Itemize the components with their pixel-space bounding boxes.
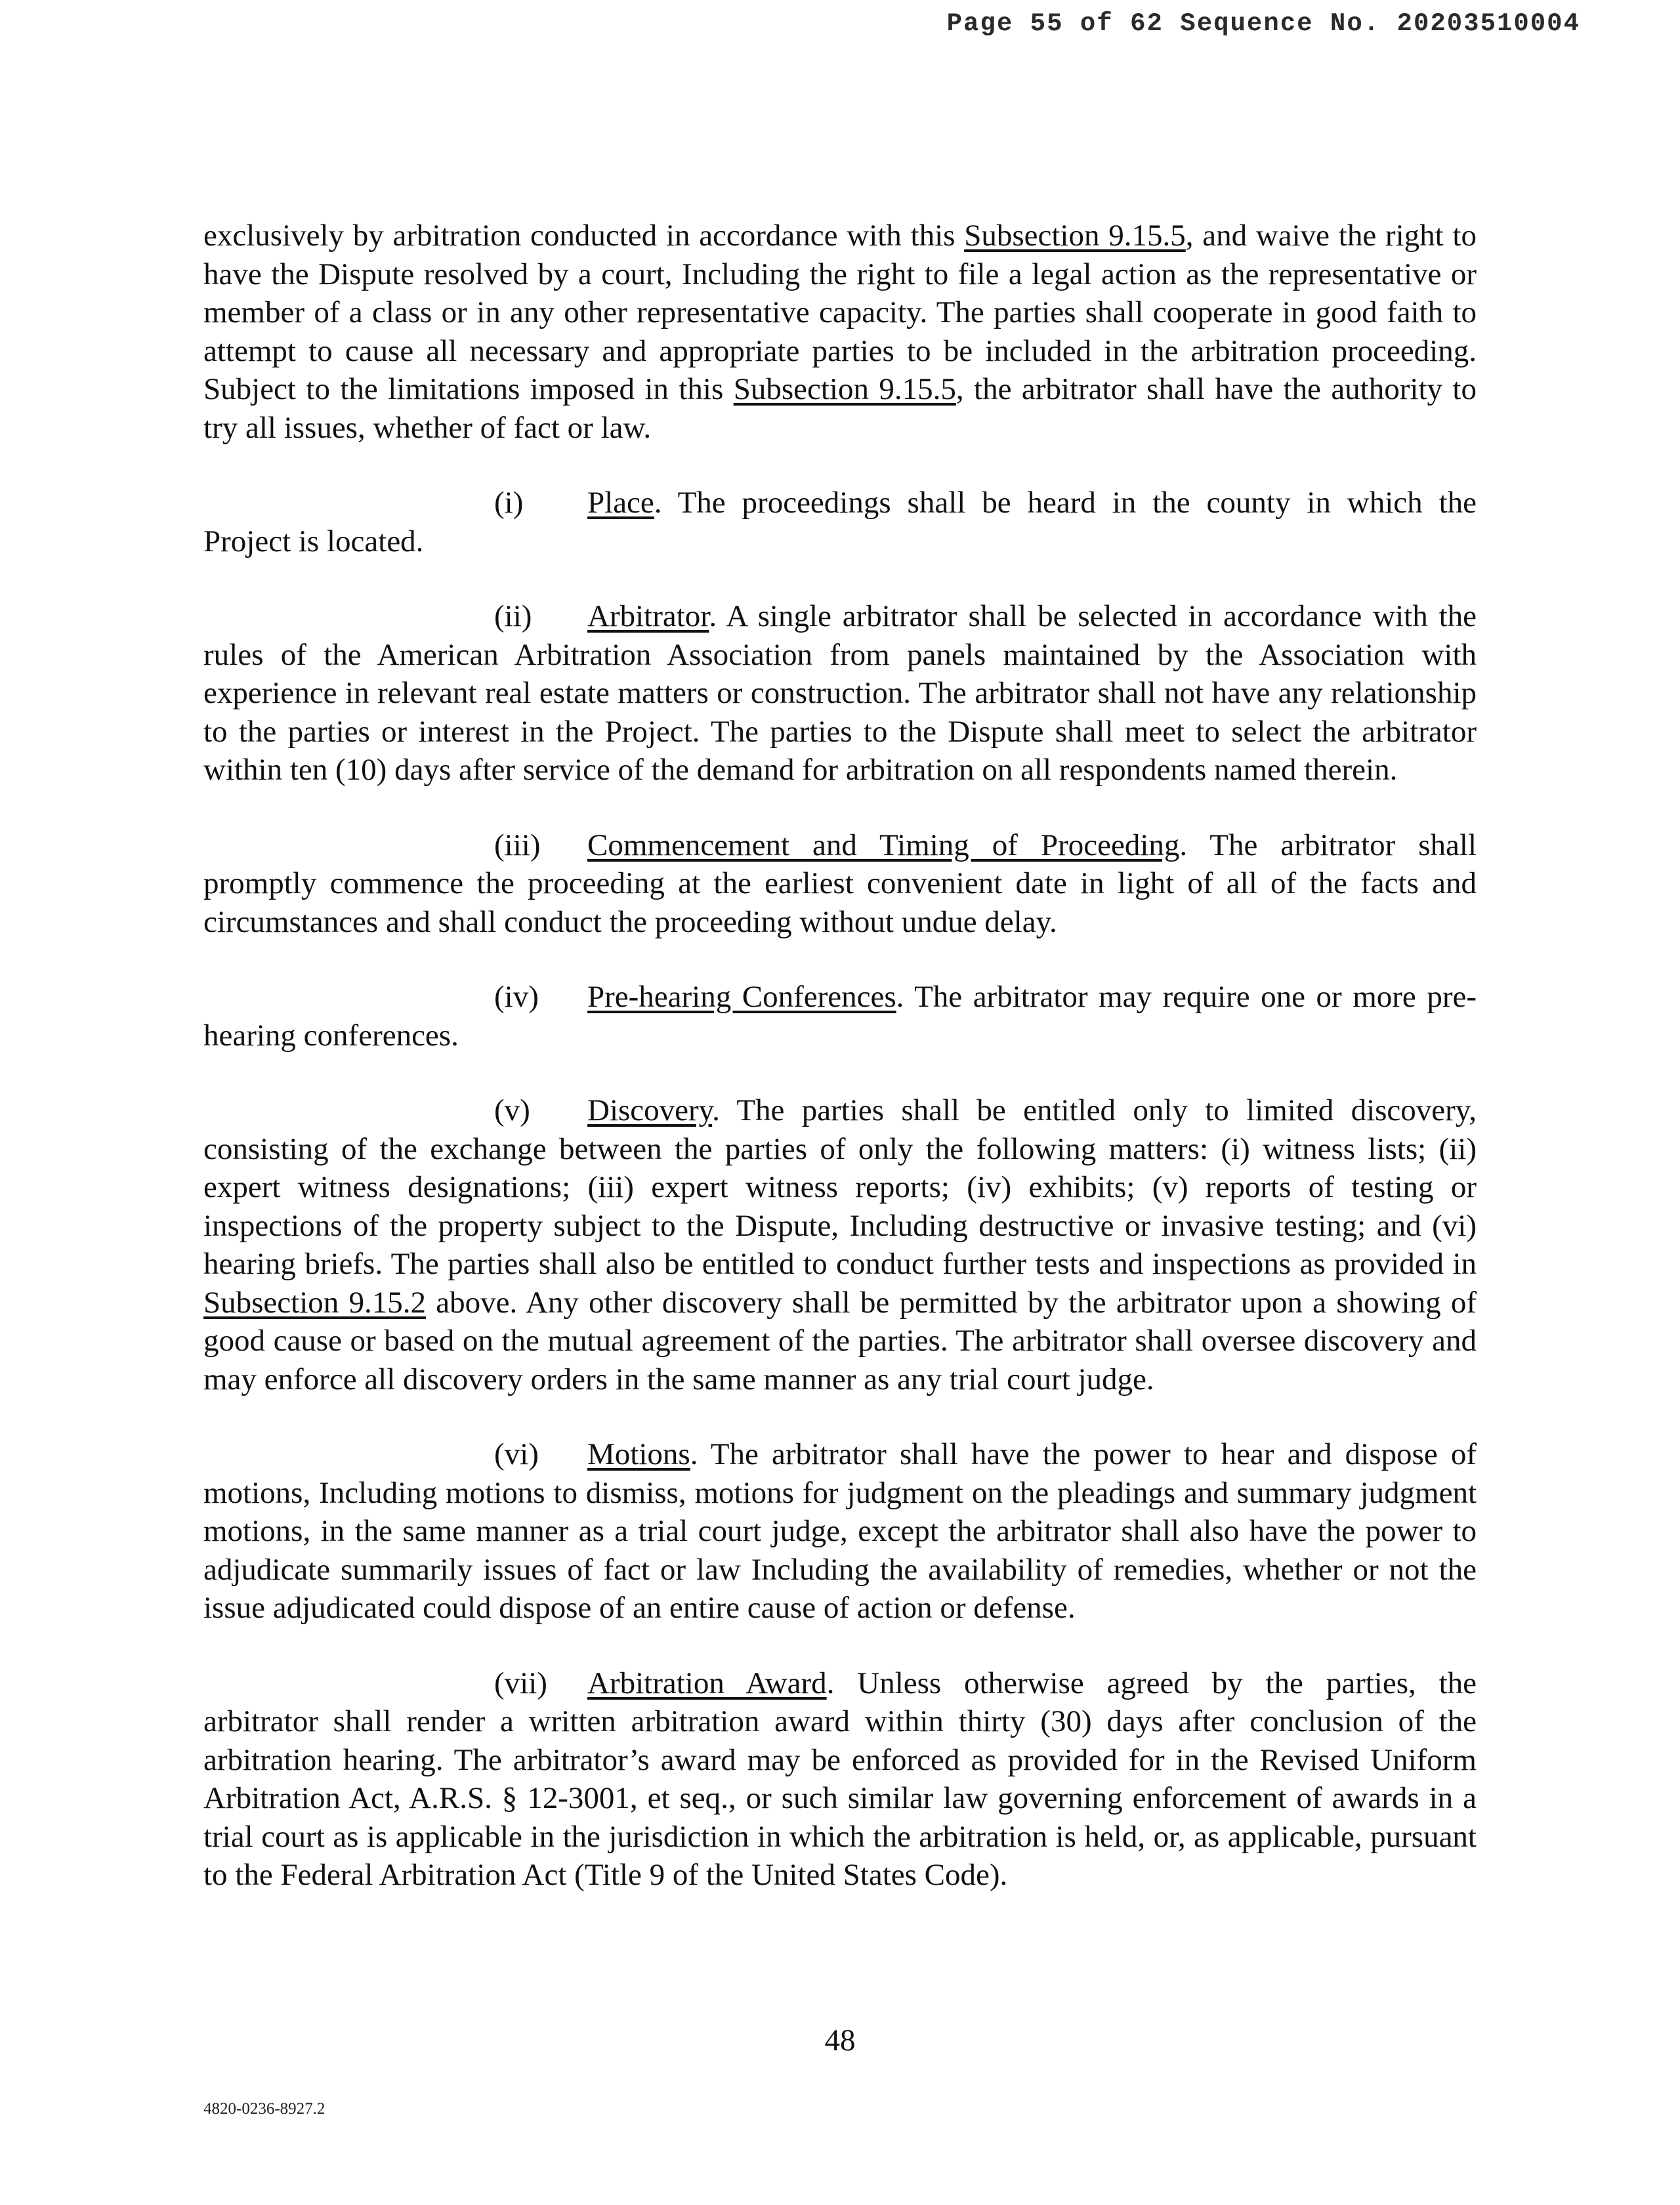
item-number: (v)	[494, 1093, 530, 1127]
intro-text-a: exclusively by arbitration conducted in accordance with this	[203, 219, 965, 253]
item-text: . Unless otherwise agreed by the parties, the arbitrator shall render a written arbitration award within thirty (30) days after conclusion of the arbitration hearing. The arbitrator’s award may be enforced as provided for in the Revised Uniform Arbitration Act, A.R.S. § 12-3001, et seq., or such similar law governing enforcement of awards in a trial court as is applicable in the jurisdiction in which the arbitration is held, or, as applicable, pursuant to the Federal Arbitration Act (Title 9 of the United States Code).	[203, 1666, 1477, 1892]
document-body	[203, 217, 1477, 1931]
item-text-b: above. Any other discovery shall be permitted by the arbitrator upon a showing of good cause or based on the mutual agreement of the parties. The arbitrator shall oversee discovery and may enforce all discovery orders in the same manner as any trial court judge.	[203, 1285, 1477, 1396]
item-heading: Arbitration Award	[587, 1666, 827, 1700]
page-sequence-header: Page 55 of 62 Sequence No. 20203510004	[946, 9, 1580, 38]
subsection-reference: Subsection 9.15.5	[733, 372, 956, 406]
item-heading: Arbitrator	[587, 599, 709, 633]
item-text: . The arbitrator shall have the power to hear and dispose of motions, Including motions to dismiss, motions for judgment on the pleadings and summary judgment motions, in the same manner as a trial court judge, except the arbitrator shall also have the power to adjudicate summarily issues of fact or law Including the availability of remedies, whether or not the issue adjudicated could dispose of an entire cause of action or defense.	[203, 1437, 1477, 1625]
item-arbitrator	[203, 597, 1477, 789]
intro-text-b: , and waive the right to have the Dispute resolved by a court, Including the right to file a legal action as the representative or member of a class or in any other representative capacity. The parties shall cooperate in good faith to attempt to cause all necessary and appropriate parties to be included in the arbitration proceeding. Subject to the limitations imposed in this	[203, 219, 1477, 406]
item-number: (iii)	[494, 828, 541, 862]
item-pre-hearing	[203, 978, 1477, 1055]
item-text: . The proceedings shall be heard in the county in which the Project is located.	[203, 486, 1477, 558]
item-text: . The arbitrator may require one or more pre-hearing conferences.	[203, 980, 1477, 1053]
item-heading: Discovery	[587, 1093, 713, 1127]
item-number: (vii)	[494, 1666, 547, 1700]
item-text: . The arbitrator shall promptly commence the proceeding at the earliest convenient date in light of all of the facts and circumstances and shall conduct the proceeding without undue delay.	[203, 828, 1477, 939]
item-number: (iv)	[494, 980, 539, 1014]
item-heading: Place	[587, 486, 654, 520]
item-discovery	[203, 1091, 1477, 1398]
document-id: 4820-0236-8927.2	[203, 2100, 326, 2118]
item-heading: Motions	[587, 1437, 690, 1471]
subsection-reference: Subsection 9.15.2	[203, 1285, 427, 1320]
item-arbitration-award	[203, 1664, 1477, 1895]
item-commencement	[203, 826, 1477, 942]
item-number: (i)	[494, 486, 524, 520]
item-number: (vi)	[494, 1437, 539, 1471]
page-number: 48	[824, 2023, 856, 2057]
intro-text-c: , the arbitrator shall have the authority to try all issues, whether of fact or law.	[203, 372, 1477, 445]
subsection-reference: Subsection 9.15.5	[964, 219, 1186, 253]
item-number: (ii)	[494, 599, 532, 633]
intro-paragraph	[203, 217, 1477, 447]
item-place	[203, 484, 1477, 560]
item-heading: Commencement and Timing of Proceeding	[587, 828, 1180, 862]
item-motions	[203, 1435, 1477, 1628]
item-heading: Pre-hearing Conferences	[587, 980, 896, 1014]
item-text: . A single arbitrator shall be selected in accordance with the rules of the American Arbitration Association from panels maintained by the Association with experience in relevant real estate matters or construction. The arbitrator shall not have any relationship to the parties or interest in the Project. The parties to the Dispute shall meet to select the arbitrator within ten (10) days after service of the demand for arbitration on all respondents named therein.	[203, 599, 1477, 787]
item-text-a: . The parties shall be entitled only to limited discovery, consisting of the exchange between the parties of only the following matters: (i) witness lists; (ii) expert witness designations; (iii) expert witness reports; (iv) exhibits; (v) reports of testing or inspections of the property subject to the Dispute, Including destructive or invasive testing; and (vi) hearing briefs. The parties shall also be entitled to conduct further tests and inspections as provided in	[203, 1093, 1477, 1281]
